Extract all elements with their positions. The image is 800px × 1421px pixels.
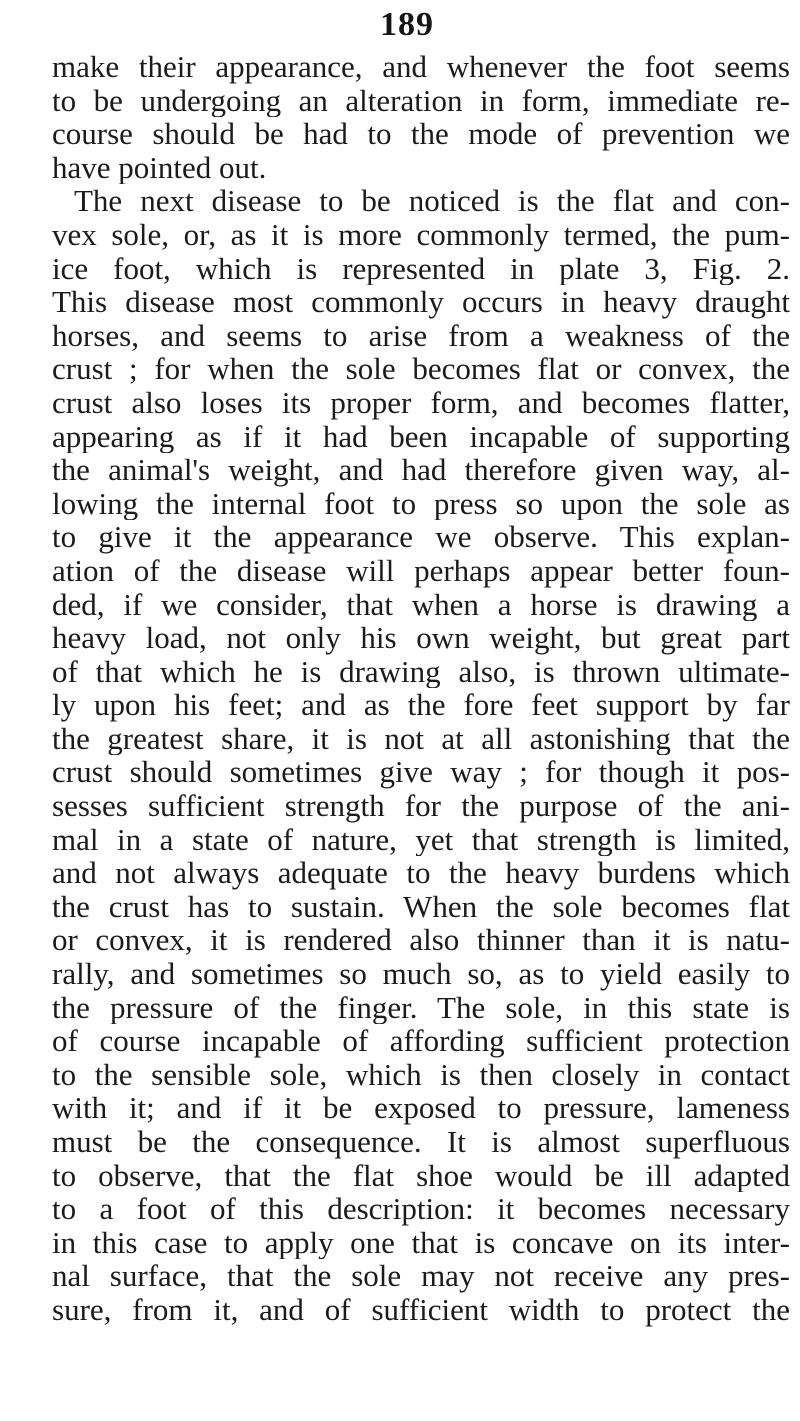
- text-line: to observe, that the flat shoe would be ill adapted: [52, 1158, 790, 1193]
- text-line: and not always adequate to the heavy burdens which: [52, 856, 790, 890]
- text-line: to the sensible sole, which is then closely in contact: [52, 1057, 790, 1092]
- body-text: [52, 50, 790, 1327]
- text-line: heavy load, not only his own weight, but great part: [52, 621, 790, 655]
- text-line: mal in a state of nature, yet that strength is limited,: [52, 822, 790, 857]
- text-line: have pointed out.: [52, 150, 267, 185]
- text-line: rally, and sometimes so much so, as to yield easily to: [52, 957, 790, 991]
- text-line: horses, and seems to arise from a weakness of the: [52, 318, 790, 353]
- text-line: the crust has to sustain. When the sole becomes flat: [52, 889, 790, 924]
- text-line: nal surface, that the sole may not receive any pres-: [52, 1259, 790, 1293]
- text-line: crust should sometimes give way ; for though it pos-: [52, 755, 790, 790]
- text-line: crust ; for when the sole becomes flat or convex, the: [52, 352, 790, 386]
- text-line: course should be had to the mode of prevention we: [52, 117, 790, 151]
- text-line: ation of the disease will perhaps appear better foun-: [52, 553, 790, 588]
- text-line: of course incapable of affording sufficient protection: [52, 1024, 790, 1058]
- text-line: to be undergoing an alteration in form, immediate re-: [52, 83, 790, 118]
- text-line: of that which he is drawing also, is thrown ultimate-: [52, 654, 790, 689]
- text-line: the pressure of the finger. The sole, in this state is: [52, 990, 790, 1025]
- text-line: the animal's weight, and had therefore given way, al-: [52, 453, 790, 487]
- text-line: must be the consequence. It is almost superfluous: [52, 1125, 790, 1159]
- text-line: sure, from it, and of sufficient width to protect the: [52, 1292, 790, 1327]
- text-line: appearing as if it had been incapable of supporting: [52, 419, 790, 454]
- text-line: or convex, it is rendered also thinner than it is natu-: [52, 923, 790, 958]
- text-line: to give it the appearance we observe. This explan-: [52, 520, 790, 554]
- text-line: the greatest share, it is not at all astonishing that the: [52, 721, 790, 756]
- page-number: 189: [380, 6, 434, 43]
- text-line: to a foot of this description: it becomes necessary: [52, 1192, 790, 1226]
- text-line: in this case to apply one that is concave on its inter-: [52, 1225, 790, 1260]
- text-line: ice foot, which is represented in plate 3, Fig. 2.: [52, 251, 790, 286]
- text-line: The next disease to be noticed is the flat and con-: [74, 184, 790, 218]
- text-line: sesses sufficient strength for the purpose of the ani-: [52, 789, 790, 823]
- text-line: This disease most commonly occurs in heavy draught: [52, 285, 790, 319]
- text-line: make their appearance, and whenever the foot seems: [52, 50, 790, 84]
- text-line: lowing the internal foot to press so upon the sole as: [52, 486, 790, 521]
- text-line: with it; and if it be exposed to pressure, lameness: [52, 1091, 790, 1125]
- text-line: ded, if we consider, that when a horse is drawing a: [52, 587, 790, 622]
- text-line: ly upon his feet; and as the fore feet support by far: [52, 688, 790, 722]
- text-line: vex sole, or, as it is more commonly termed, the pum-: [52, 217, 790, 252]
- text-line: crust also loses its proper form, and becomes flatter,: [52, 385, 790, 420]
